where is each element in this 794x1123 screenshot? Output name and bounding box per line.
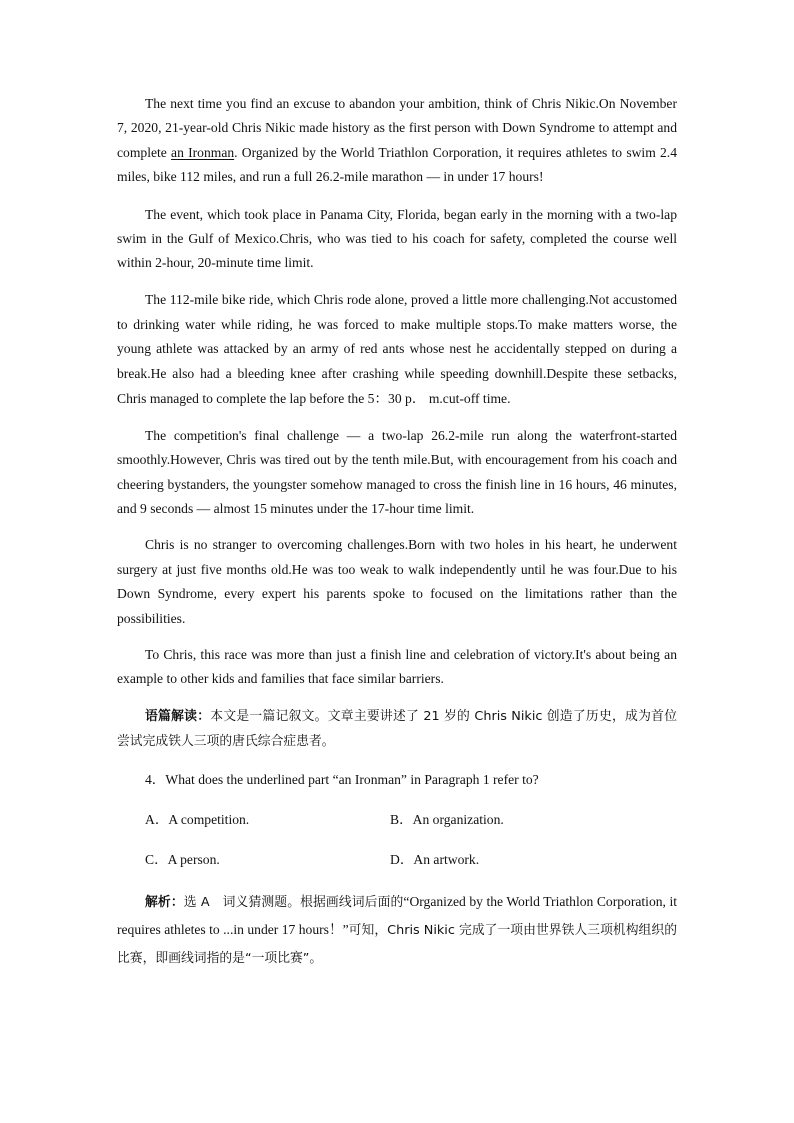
option-d: D．An artwork.	[390, 851, 480, 867]
analysis-quote: “Organized by the World Triathlon Corporation, it requires athletes to ...in under 17 hours！”	[117, 893, 678, 937]
p1-text-before: The next time you find an excuse to abandon your ambition, think of Chris Nikic.On November 7, 2020, 21-year-old Chris Nikic made history as the first person with Down Syndrome to attempt and complete	[117, 96, 677, 160]
passage-paragraph-3: The 112-mile bike ride, which Chris rode alone, proved a little more challenging.Not accustomed to drinking water while riding, he was forced to make multiple stops.To make matters worse, the young athlete was attacked by an army of red ants whose nest he accidentally stepped on during a break.He also had a bleeding knee after crashing while speeding downhill.Despite these setbacks, Chris managed to complete the lap before the 5：30 p． m.cut-off time.	[117, 291, 677, 407]
underlined-phrase: an Ironman	[171, 144, 235, 160]
option-c: C．A person.	[145, 851, 220, 867]
document-page	[117, 92, 677, 972]
analysis-label: 解析：	[145, 894, 184, 910]
passage-paragraph-5: Chris is no stranger to overcoming challenges.Born with two holes in his heart, he underwent surgery at just five months old.He was too weak to walk independently until he was four.Due to his Down Syndrome, every expert his parents spoke to focused on the limitations rather than the possibilities.	[117, 537, 677, 626]
passage-paragraph-2: The event, which took place in Panama City, Florida, began early in the morning with a two-lap swim in the Gulf of Mexico.Chris, who was tied to his coach for safety, completed the course well within 2-hour, 20-minute time limit.	[117, 206, 677, 271]
p1-text-after: . Organized by the World Triathlon Corporation, it requires athletes to swim 2.4 miles, bike 112 miles, and run a full 26.2-mile marathon — in under 17 hours!	[117, 144, 677, 185]
passage-interpretation	[117, 704, 677, 754]
interpretation-label: 语篇解读：	[145, 708, 211, 724]
passage-paragraph-1	[117, 92, 677, 190]
option-a: A．A competition.	[145, 811, 250, 827]
passage-paragraph-6: To Chris, this race was more than just a finish line and celebration of victory.It's about being an example to other kids and families that face similar barriers.	[117, 647, 677, 687]
answer-analysis	[117, 888, 677, 972]
analysis-choice: 选 A 词义猜测题。根据画线词后面的	[183, 894, 404, 910]
answer-options	[117, 808, 677, 872]
question-stem: 4．What does the underlined part “an Ironman” in Paragraph 1 refer to?	[145, 771, 539, 787]
interpretation-text: 本文是一篇记叙文。文章主要讲述了 21 岁的 Chris Nikic 创造了历史，成为首位尝试完成铁人三项的唐氏综合症患者。	[117, 708, 677, 749]
option-b: B．An organization.	[390, 811, 504, 827]
passage-paragraph-4: The competition's final challenge — a two-lap 26.2-mile run along the waterfront-started smoothly.However, Chris was tired out by the tenth mile.But, with encouragement from his coach and cheering bystanders, the youngster somehow managed to cross the finish line in 16 hours, 46 minutes, and 9 seconds — almost 15 minutes under the 17-hour time limit.	[117, 427, 677, 517]
analysis-conclusion: 可知，Chris Nikic 完成了一项由世界铁人三项机构组织的比赛，即画线词指的是“一项比赛”。	[117, 922, 677, 966]
